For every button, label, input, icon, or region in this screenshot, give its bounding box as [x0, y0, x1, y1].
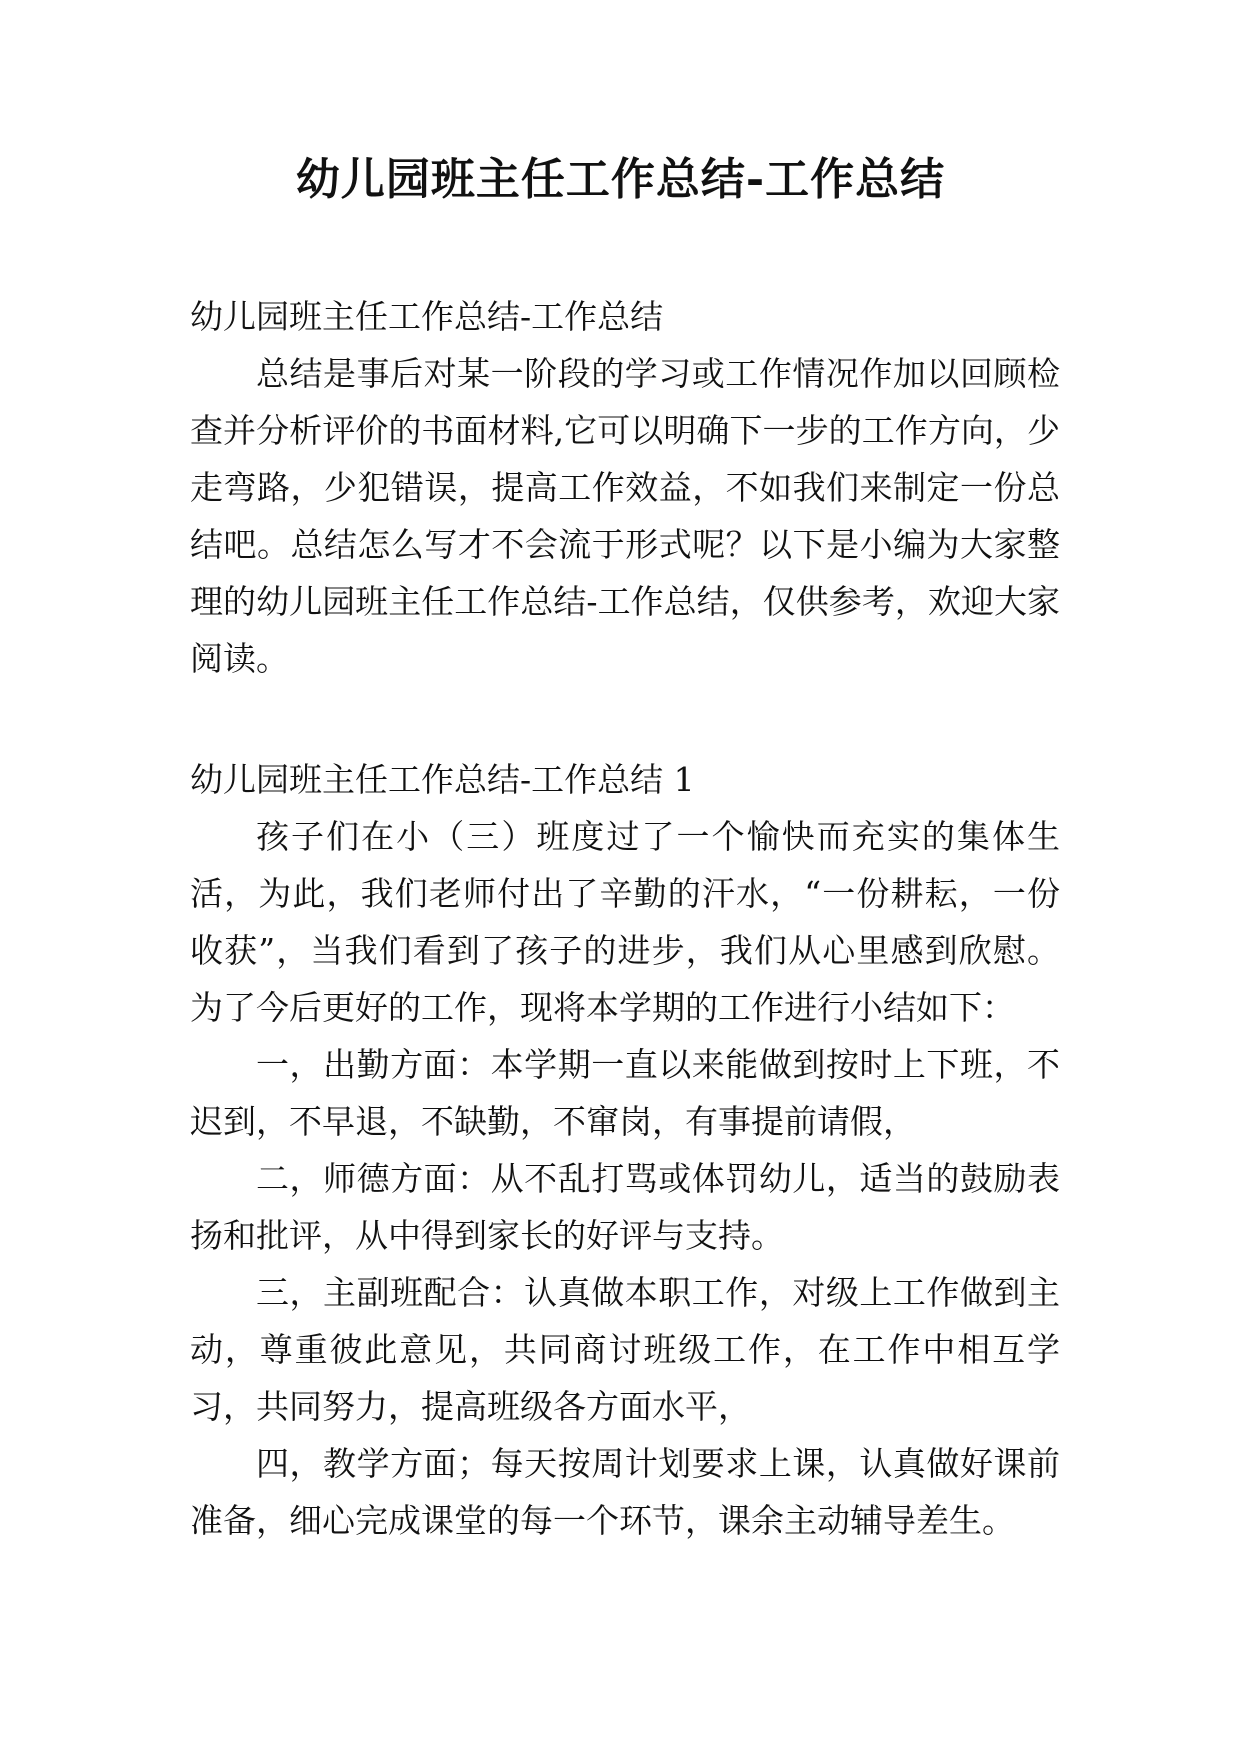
section-1-paragraph-attendance: 一，出勤方面：本学期一直以来能做到按时上下班，不迟到，不早退，不缺勤，不窜岗，有事提前请假，: [190, 1045, 1060, 1141]
section-1-paragraph-teaching: 四，教学方面；每天按周计划要求上课，认真做好课前准备，细心完成课堂的每一个环节，课余主动辅导差生。: [190, 1444, 1060, 1540]
intro-heading: 幼儿园班主任工作总结-工作总结: [190, 297, 664, 336]
section-1-paragraph-ethics: 二，师德方面：从不乱打骂或体罚幼儿，适当的鼓励表扬和批评，从中得到家长的好评与支持。: [190, 1159, 1060, 1255]
intro-section: [190, 288, 1060, 687]
intro-paragraph: 总结是事后对某一阶段的学习或工作情况作加以回顾检查并分析评价的书面材料,它可以明确下一步的工作方向，少走弯路，少犯错误，提高工作效益，不如我们来制定一份总结吧。总结怎么写才不会流于形式呢？以下是小编为大家整理的幼儿园班主任工作总结-工作总结，仅供参考，欢迎大家阅读。: [190, 354, 1060, 678]
section-1-heading: 幼儿园班主任工作总结-工作总结 1: [190, 760, 695, 799]
section-1-paragraph-cooperation: 三，主副班配合：认真做本职工作，对级上工作做到主动，尊重彼此意见，共同商讨班级工作，在工作中相互学习，共同努力，提高班级各方面水平，: [190, 1273, 1060, 1426]
section-1: [190, 751, 1060, 1549]
document-title: 幼儿园班主任工作总结-工作总结: [295, 154, 946, 205]
section-1-paragraph-intro: 孩子们在小（三）班度过了一个愉快而充实的集体生活，为此，我们老师付出了辛勤的汗水，“一份耕耘，一份收获”，当我们看到了孩子的进步，我们从心里感到欣慰。为了今后更好的工作，现将本学期的工作进行小结如下：: [190, 817, 1060, 1027]
